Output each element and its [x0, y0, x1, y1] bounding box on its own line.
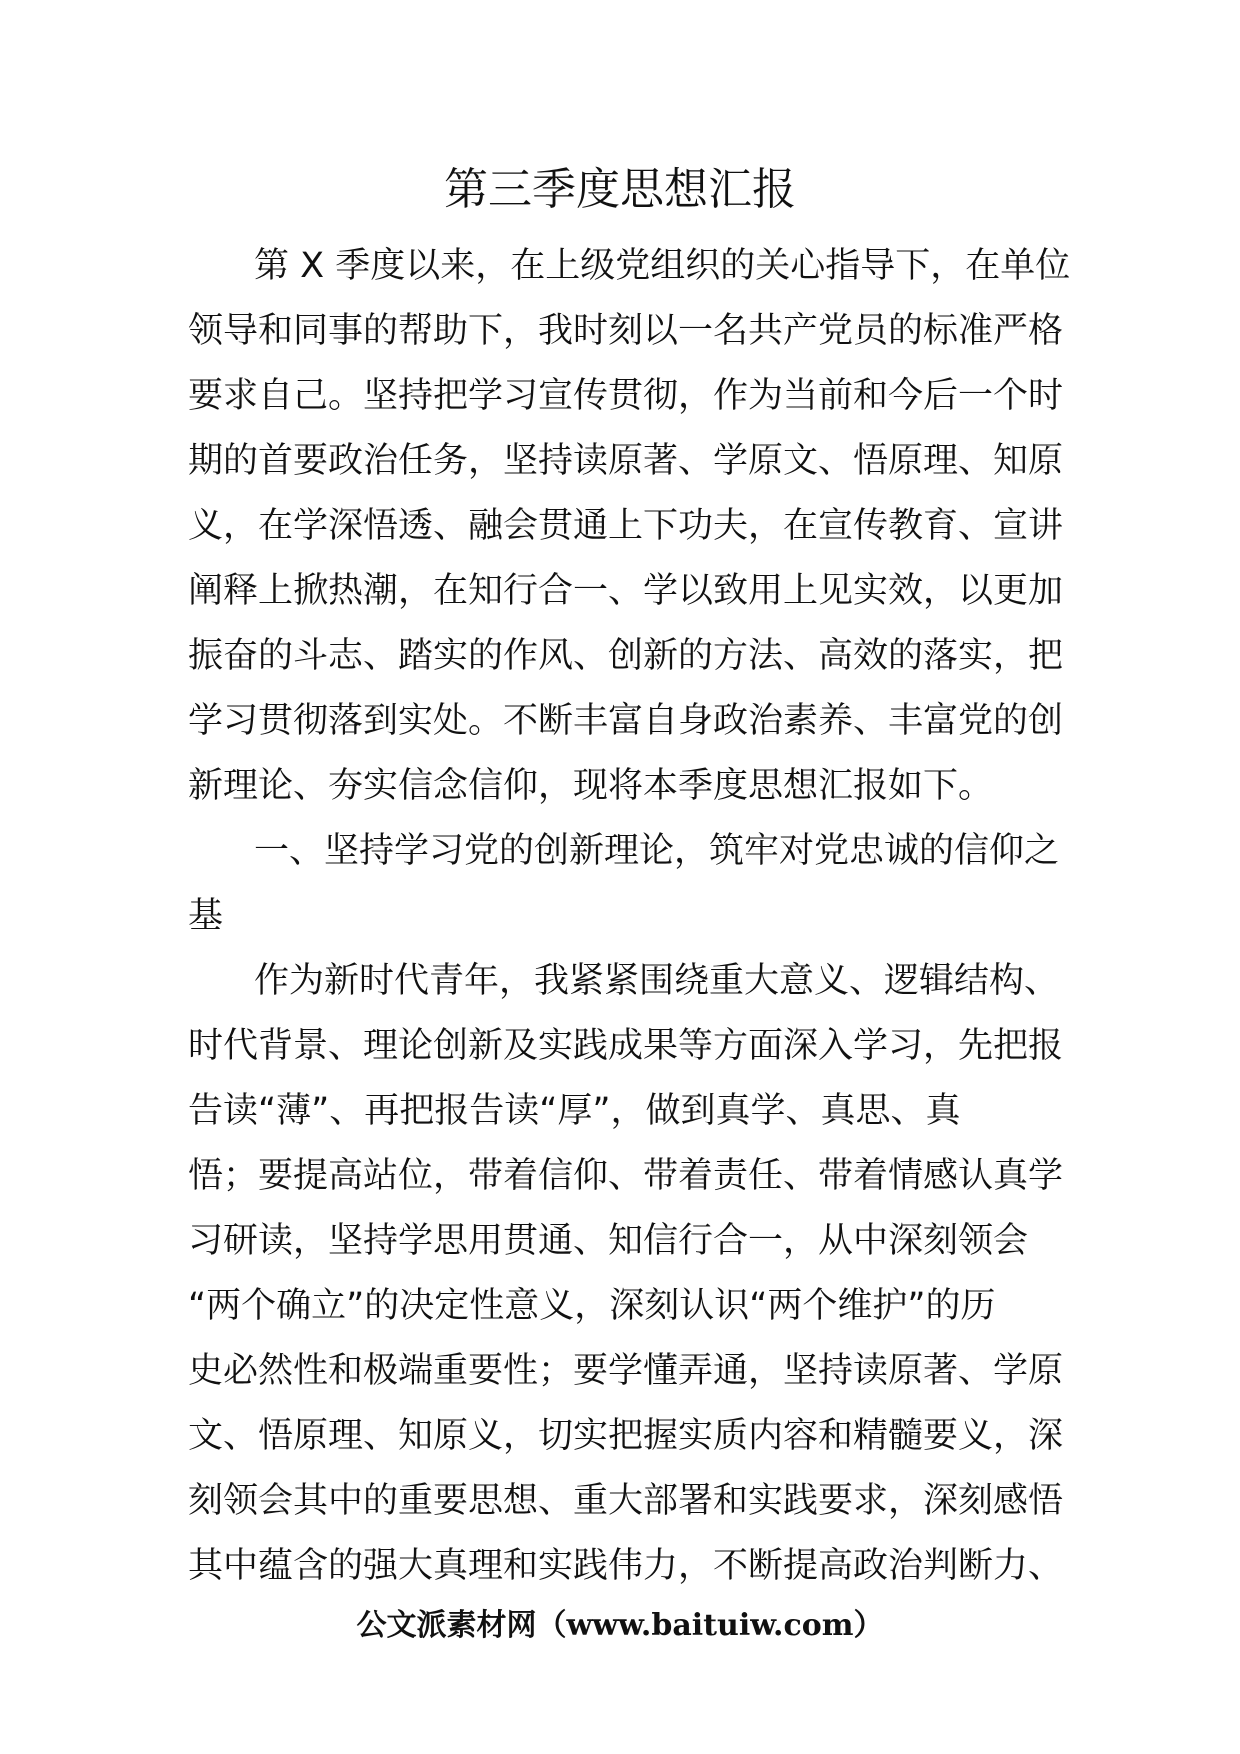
document-body [188, 234, 1071, 1599]
paragraph-2-line: “两个确立”的决定性意义，深刻认识“两个维护”的历 [188, 1286, 996, 1326]
paragraph-1-line: 学习贯彻落到实处。不断丰富自身政治素养、丰富党的创 [188, 701, 1064, 741]
paragraph-1-line: 领导和同事的帮助下，我时刻以一名共产党员的标准严格 [188, 311, 1064, 351]
paragraph-2-line: 悟；要提高站位，带着信仰、带着责任、带着情感认真学 [188, 1156, 1064, 1196]
paragraph-2-line: 其中蕴含的强大真理和实践伟力，不断提高政治判断力、 [188, 1546, 1064, 1586]
paragraph-1-line: 振奋的斗志、踏实的作风、创新的方法、高效的落实，把 [188, 636, 1064, 676]
section-heading-line: 一、坚持学习党的创新理论，筑牢对党忠诚的信仰之 [254, 831, 1060, 871]
paragraph-1-line: 新理论、夯实信念信仰，现将本季度思想汇报如下。 [188, 766, 994, 806]
footer-watermark: 公文派素材网（www.baituiw.com） [356, 1608, 884, 1643]
paragraph-2-line: 文、悟原理、知原义，切实把握实质内容和精髓要义，深 [188, 1416, 1064, 1456]
paragraph-2-line: 习研读，坚持学思用贯通、知信行合一，从中深刻领会 [188, 1221, 1029, 1261]
paragraph-1-line: 第 X 季度以来，在上级党组织的关心指导下，在单位 [254, 246, 1071, 286]
paragraph-2-line: 史必然性和极端重要性；要学懂弄通，坚持读原著、学原 [188, 1351, 1064, 1391]
paragraph-2-line: 告读“薄”、再把报告读“厚”，做到真学、真思、真 [188, 1091, 961, 1131]
section-heading-line: 基 [188, 896, 224, 936]
paragraph-1-line: 要求自己。坚持把学习宣传贯彻，作为当前和今后一个时 [188, 376, 1064, 416]
document-title: 第三季度思想汇报 [444, 164, 796, 215]
paragraph-1-line: 义，在学深悟透、融会贯通上下功夫，在宣传教育、宣讲 [188, 506, 1064, 546]
paragraph-2-line: 时代背景、理论创新及实践成果等方面深入学习，先把报 [188, 1026, 1064, 1066]
paragraph-1-line: 期的首要政治任务，坚持读原著、学原文、悟原理、知原 [188, 441, 1064, 481]
paragraph-2-line: 刻领会其中的重要思想、重大部署和实践要求，深刻感悟 [188, 1481, 1064, 1521]
paragraph-2-line: 作为新时代青年，我紧紧围绕重大意义、逻辑结构、 [254, 961, 1060, 1001]
paragraph-1-line: 阐释上掀热潮，在知行合一、学以致用上见实效，以更加 [188, 571, 1064, 611]
